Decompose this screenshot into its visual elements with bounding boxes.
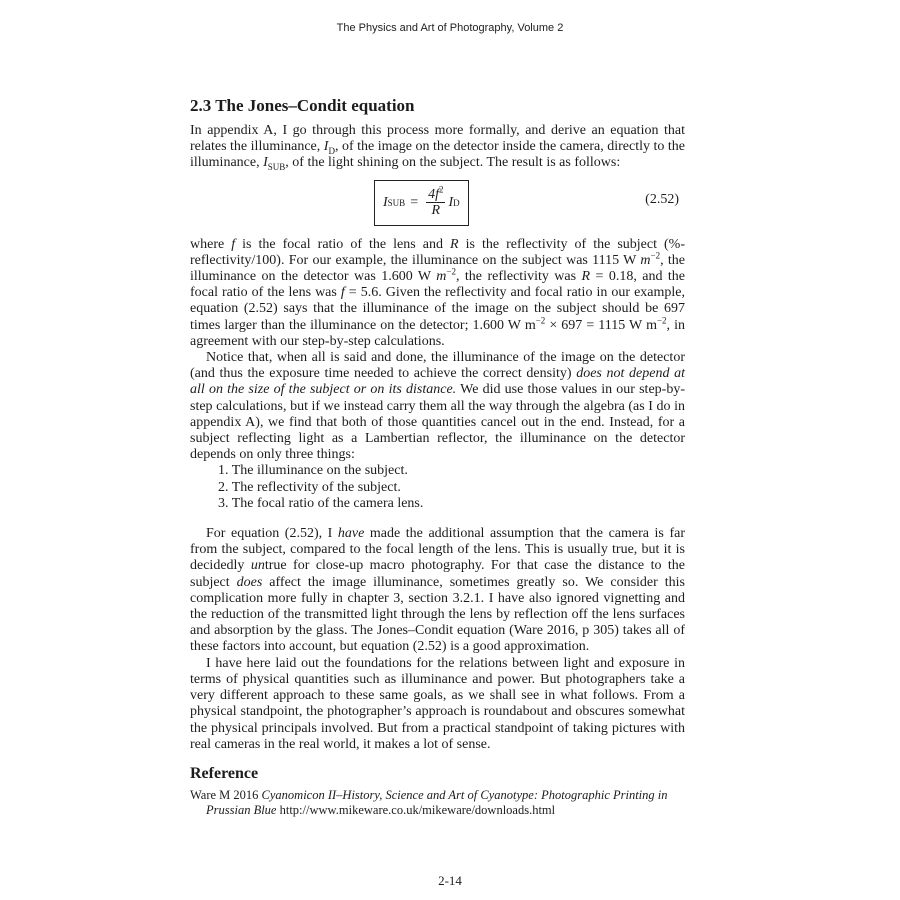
equation-box: I SUB = $\frac{4f^2}{R}$ I D <box>374 180 469 226</box>
dependency-list <box>190 463 685 512</box>
paragraph-intro: In appendix A, I go through this process more formally, and derive an equation that relates the illuminance, $I_D$, of the image on the detector inside the camera, directly to the illuminance, $I_{SUB}$, of the light shining on the subject. The result is as follows: <box>190 123 685 173</box>
equation-fraction: $\frac{4f^2}{R}$ <box>428 184 444 219</box>
paragraph-example: where f is the focal ratio of the lens and R is the reflectivity of the subject (%-reflectivity/100). For our example, the illuminance on the subject was 1115 W $m^{-2}$, the illuminance on the detector was 1.600 W $m^{-2}$, the reflectivity was R = 0.18, and the focal ratio of the lens was f = 5.6. Given the reflectivity and focal ratio in our example, equation (2.52) says that the illuminance of the image on the subject should be 697 times larger than the illuminance on the detector; 1.600 W $m^{-2} \times 697 = 1115$ W $m^{-2}$, in agreement with our step-by-step calculations. <box>190 236 686 349</box>
paragraph-notice: Notice that, when all is said and done, the illuminance of the image on the detector (and thus the exposure time needed to achieve the correct density) does not depend at all on the size of the subject or on its distance. We did use those values in our step-by-step calculations, but if we instead carry them all the way through the algebra (as I do in appendix A), we find that both of those quantities cancel out in the end. Instead, for a subject reflecting light as a Lambertian reflector, the illuminance on the detector depends on only three things: <box>190 350 685 463</box>
equation-number: (2.52) <box>645 191 679 207</box>
running-head: The Physics and Art of Photography, Volume 2 <box>336 22 564 34</box>
list-item: 1. The illuminance on the subject. <box>218 463 408 479</box>
reference-heading: Reference <box>190 764 259 782</box>
page-body <box>190 96 685 818</box>
list-item: 3. The focal ratio of the camera lens. <box>218 495 424 511</box>
reference-link[interactable]: http://www.mikeware.co.uk/mikeware/downloads.html <box>276 802 556 817</box>
page-number: 2-14 <box>438 873 462 888</box>
paragraph-foundations: I have here laid out the foundations for the relations between light and exposure in terms of physical quantities such as illuminance and power. But photographers take a very different approach to these same goals, as we shall see in what follows. From a physical standpoint, the photographer’s approach is roundabout and obscures somewhat the physical principals involved. But from a practical standpoint of taking pictures with real cameras in the real world, it makes a lot of sense. <box>190 655 685 752</box>
reference-entry: Ware M 2016 Cyanomicon II–History, Science and Art of Cyanotype: Photographic Printing in Prussian Blue http://www.mikeware.co.uk/mikeware/downloads.html <box>190 787 668 817</box>
equation-row <box>190 178 685 234</box>
list-item: 2. The reflectivity of the subject. <box>218 479 401 495</box>
section-heading: 2.3 The Jones–Condit equation <box>190 96 415 115</box>
paragraph-assumption: For equation (2.52), I have made the additional assumption that the camera is far from the subject, compared to the focal length of the lens. This is usually true, but it is decidedly untrue for close-up macro photography. For that case the distance to the subject does affect the image illuminance, sometimes greatly so. We consider this complication more fully in chapter 3, section 3.2.1. I have also ignored vignetting and the reduction of the transmitted light through the lens by reflection off the lens surfaces and absorption by the glass. The Jones–Condit equation (Ware 2016, p 305) takes all of these factors into account, but equation (2.52) is a good approximation. <box>190 526 685 655</box>
